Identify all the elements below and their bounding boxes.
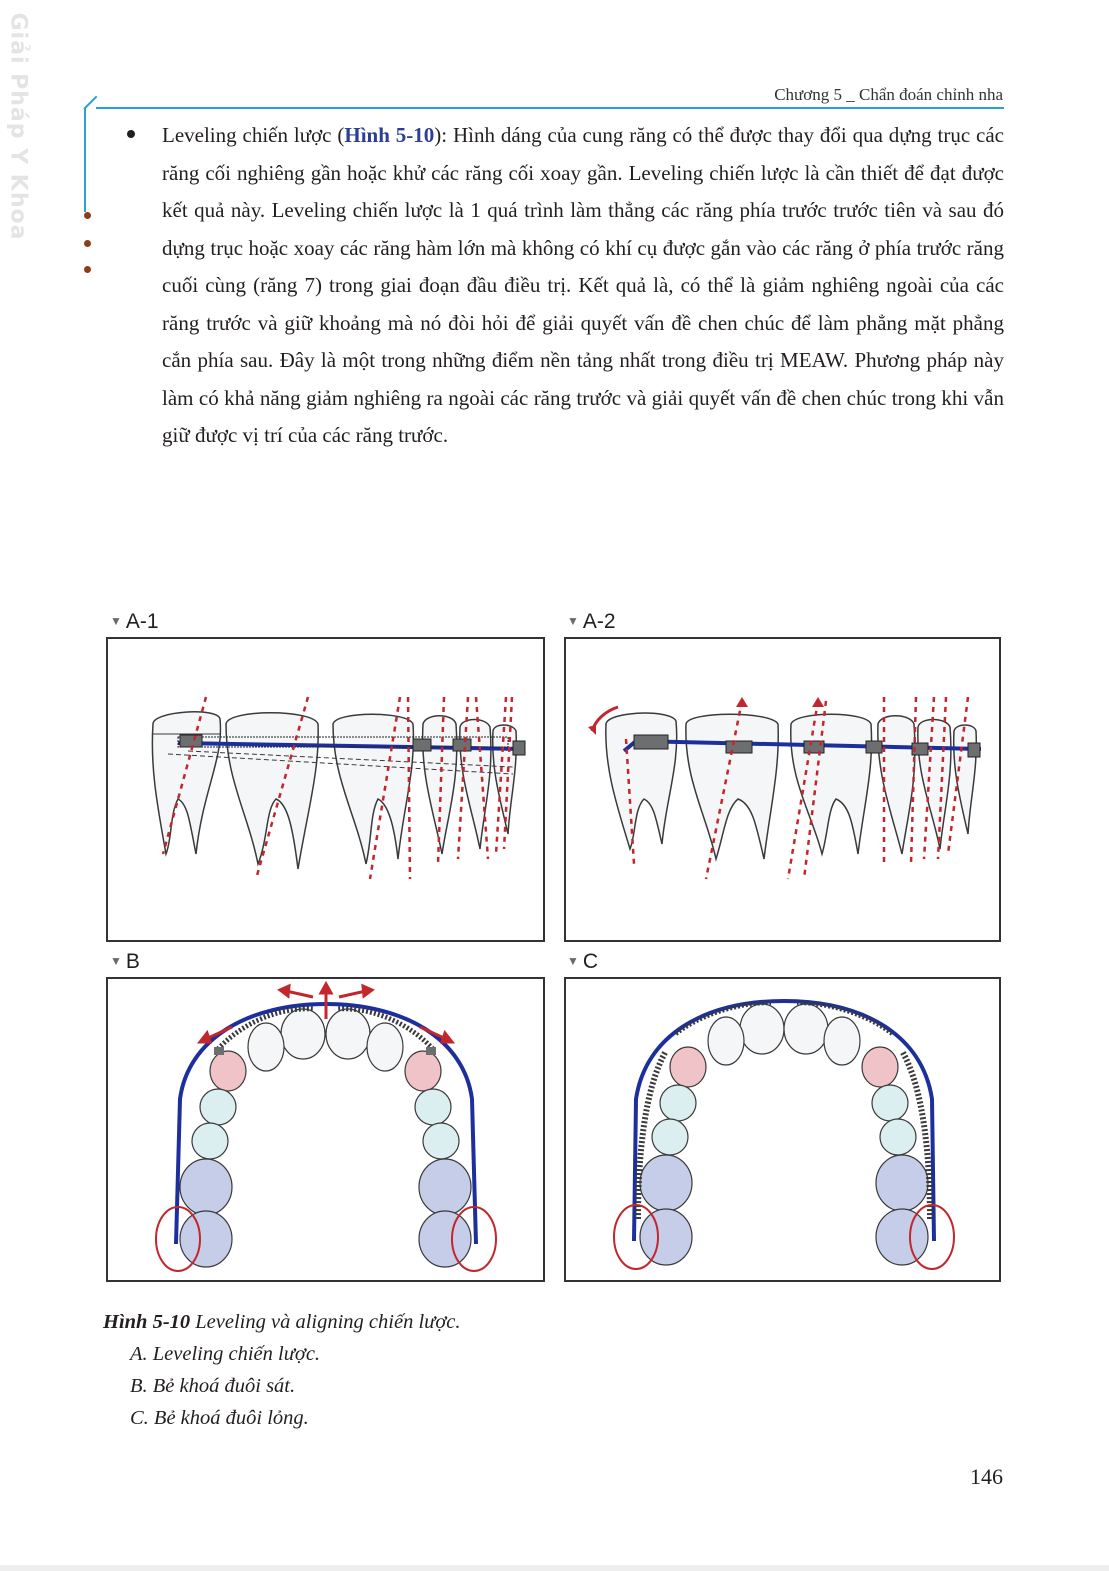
triangle-down-icon: ▼: [567, 614, 579, 628]
tooth-side-view-a2: [566, 639, 999, 940]
chapter-header: Chương 5 _ Chẩn đoán chỉnh nha: [774, 85, 1003, 104]
margin-dot: [84, 240, 91, 247]
margin-bracket: [84, 108, 99, 212]
figure-caption: [103, 1306, 461, 1434]
panel-c-illustration: [564, 977, 1001, 1282]
caption-item: C. Bẻ khoá đuôi lỏng.: [130, 1407, 309, 1429]
body-lead: Leveling chiến lược (: [162, 123, 345, 147]
caption-item: A. Leveling chiến lược.: [130, 1343, 321, 1365]
tooth-side-view-a1: [108, 639, 543, 940]
panel-c-label: ▼ C: [567, 950, 599, 973]
panel-a2-illustration: [564, 637, 1001, 942]
figure-reference-link[interactable]: Hình 5-10: [344, 123, 435, 147]
panel-a1-label: ▼ A-1: [110, 610, 159, 633]
panel-a2-label: ▼ A-2: [567, 610, 616, 633]
panel-b-label: ▼ B: [110, 950, 140, 973]
panel-a1-illustration: [106, 637, 545, 942]
dental-arch-b: [108, 979, 543, 1280]
caption-number: Hình 5-10: [103, 1311, 191, 1333]
panel-b-illustration: [106, 977, 545, 1282]
dental-arch-c: [566, 979, 999, 1280]
body-rest: ): Hình dáng của cung răng có thể được thay đổi qua dựng trục các răng cối nghiêng gần hoặc khử các răng cối xoay gần. Leveling chiến lược là cần thiết để đạt được kết quả này. Leveling chiến lược là 1 quá trình làm thẳng các răng phía trước trước tiên và sau đó dựng trục hoặc xoay các răng hàm lớn mà không có khí cụ được gắn vào các răng ở phía trước răng cuối cùng (răng 7) trong giai đoạn đầu điều trị. Kết quả là, có thể là giảm nghiêng ngoài của các răng trước và giữ khoảng mà nó đòi hỏi để giải quyết vấn đề chen chúc để làm phẳng mặt phẳng cắn phía sau. Đây là một trong những điểm nền tảng nhất trong điều trị MEAW. Phương pháp này làm có khả năng giảm nghiêng ra ngoài các răng trước và giải quyết vấn đề chen chúc trong khi vẫn giữ được vị trí của các răng trước.: [162, 123, 1005, 447]
side-brand-watermark: Giải Pháp Y Khoa: [5, 12, 31, 241]
triangle-down-icon: ▼: [110, 954, 122, 968]
header-rule: [96, 107, 1004, 109]
caption-item: B. Bẻ khoá đuôi sát.: [130, 1375, 296, 1397]
body-paragraph: [162, 117, 1004, 455]
caption-title: Leveling và aligning chiến lược.: [190, 1311, 461, 1333]
triangle-down-icon: ▼: [110, 614, 122, 628]
bottom-bar: [0, 1565, 1109, 1571]
bullet-icon: [127, 130, 135, 138]
page-number: 146: [970, 1464, 1003, 1489]
triangle-down-icon: ▼: [567, 954, 579, 968]
margin-dot: [84, 212, 91, 219]
margin-dot: [84, 266, 91, 273]
